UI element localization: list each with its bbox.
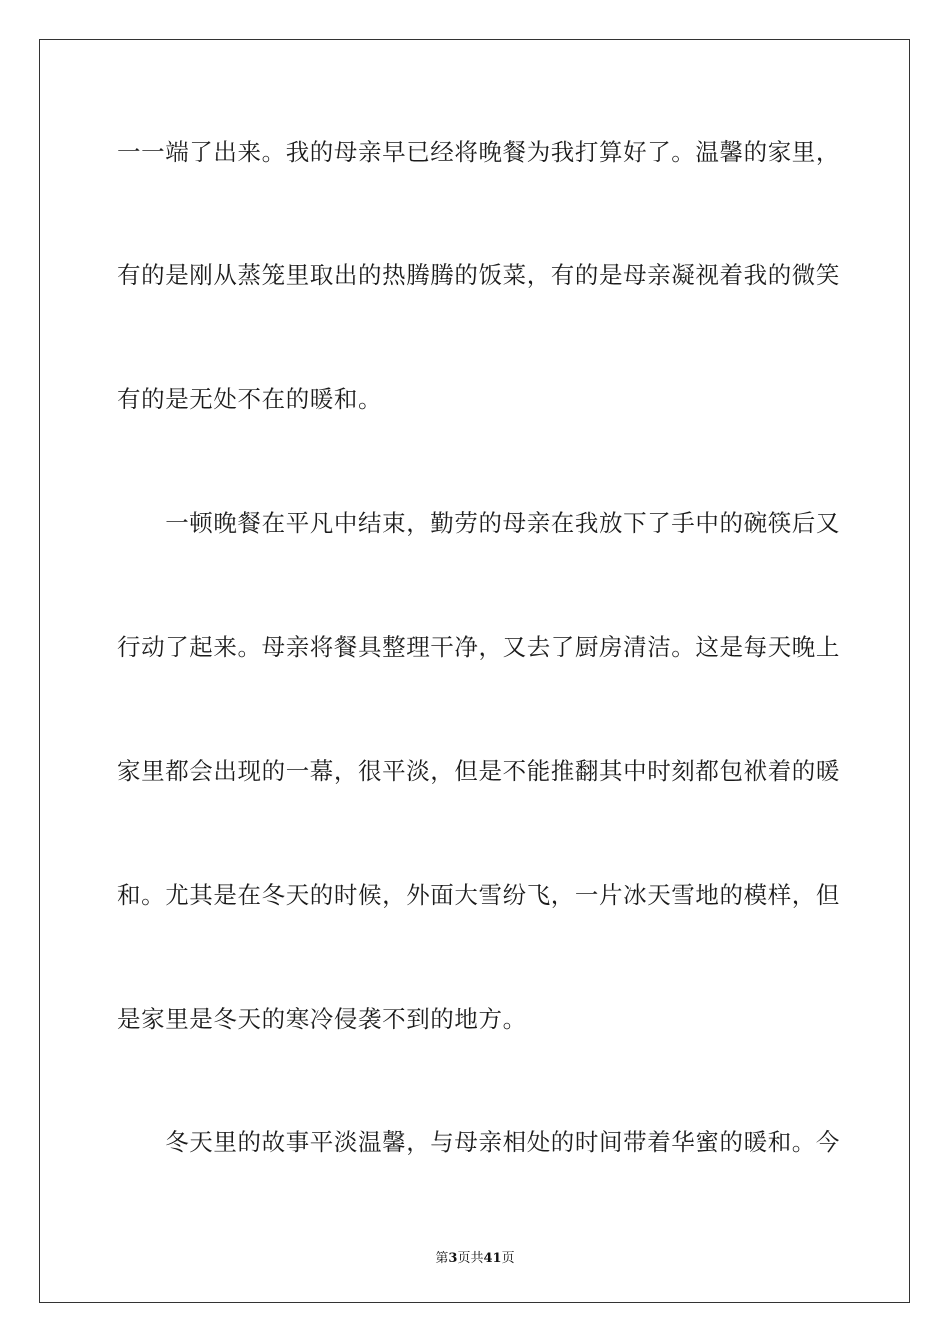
total-prefix: 共: [470, 1251, 484, 1266]
text-line-6: 家里都会出现的一幕，很平淡，但是不能推翻其中时刻都包袱着的暖: [117, 757, 840, 785]
text-line-9: 冬天里的故事平淡温馨，与母亲相处的时间带着华蜜的暖和。今: [117, 1128, 840, 1156]
text-line-1: 一一端了出来。我的母亲早已经将晚餐为我打算好了。温馨的家里，: [117, 138, 840, 166]
text-line-4: 一顿晚餐在平凡中结束，勤劳的母亲在我放下了手中的碗筷后又: [117, 509, 840, 537]
text-line-2: 有的是刚从蒸笼里取出的热腾腾的饭菜，有的是母亲凝视着我的微笑: [117, 261, 840, 289]
total-suffix: 页: [501, 1251, 515, 1266]
page-number: 3: [448, 1251, 458, 1266]
text-line-3: 有的是无处不在的暖和。: [117, 385, 383, 413]
page-prefix: 第: [435, 1251, 449, 1266]
text-line-7: 和。尤其是在冬天的时候，外面大雪纷飞，一片冰天雪地的模样，但: [117, 881, 840, 909]
page-suffix: 页: [457, 1251, 471, 1266]
text-line-5: 行动了起来。母亲将餐具整理干净，又去了厨房清洁。这是每天晚上: [117, 633, 840, 661]
text-line-8: 是家里是冬天的寒冷侵袭不到的地方。: [117, 1005, 527, 1033]
page-footer: [0, 1247, 950, 1266]
page-frame: [39, 39, 910, 1303]
total-pages: 41: [483, 1251, 502, 1266]
